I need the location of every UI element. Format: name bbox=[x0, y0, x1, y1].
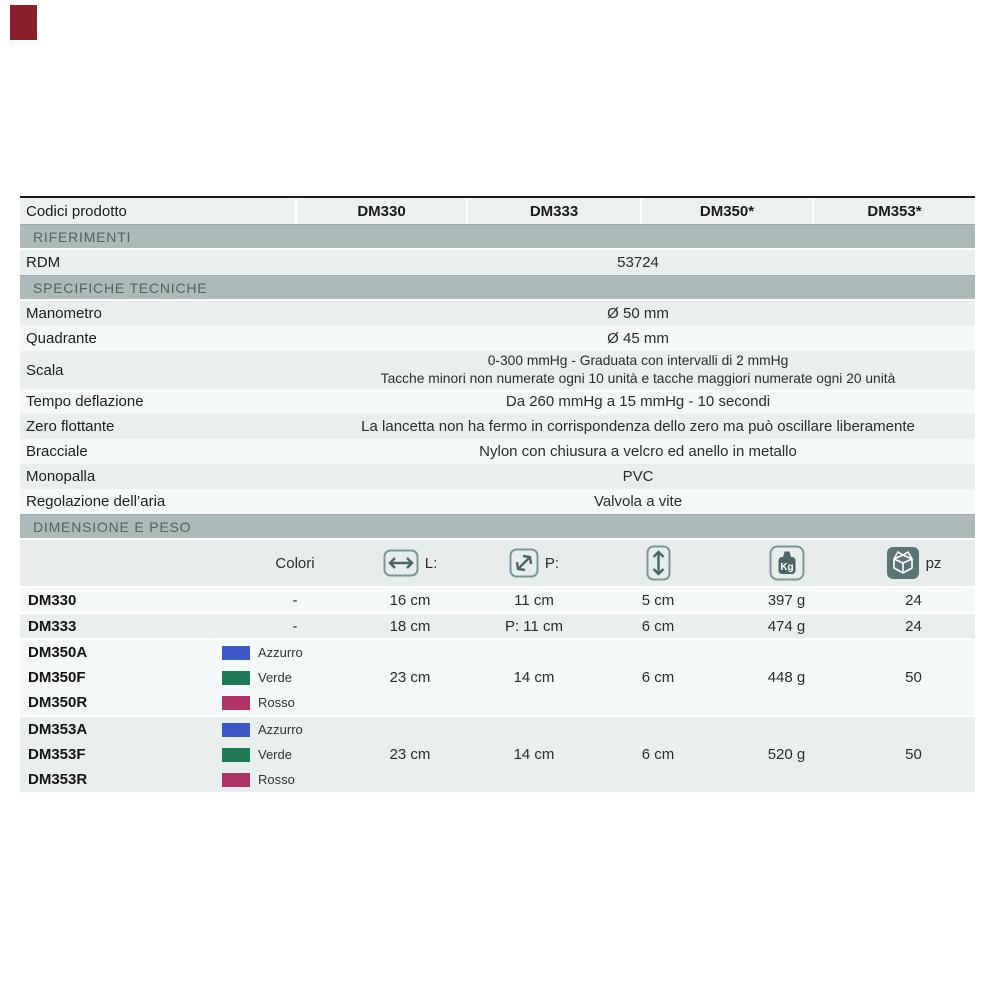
pieces-value: 50 bbox=[905, 669, 922, 686]
pieces-value: 24 bbox=[905, 617, 922, 635]
weight-value: 520 g bbox=[767, 746, 806, 763]
weight-value: 448 g bbox=[767, 669, 806, 686]
header-col-dm350: DM350* bbox=[640, 198, 812, 224]
height-arrow-icon bbox=[646, 545, 671, 581]
color-name: Verde bbox=[258, 747, 292, 762]
header-col-dm333: DM333 bbox=[466, 198, 640, 224]
color-swatch-azzurro bbox=[222, 646, 250, 660]
spec-label: Scala bbox=[26, 361, 64, 379]
dim-row-dm330 bbox=[20, 588, 975, 612]
product-code: DM333 bbox=[28, 617, 77, 635]
length-value: 16 cm bbox=[389, 591, 431, 609]
depth-value: 14 cm bbox=[513, 669, 555, 686]
weight-value: 474 g bbox=[767, 617, 806, 635]
depth-diagonal-arrow-icon bbox=[509, 548, 539, 578]
dimension-header-row bbox=[20, 540, 975, 586]
spec-value: PVC bbox=[622, 468, 654, 485]
color-variant bbox=[185, 645, 347, 660]
spec-value: Ø 45 mm bbox=[607, 330, 669, 347]
color-value: - bbox=[292, 617, 298, 635]
color-swatch-rosso bbox=[222, 773, 250, 787]
spec-row-manometro bbox=[20, 301, 975, 326]
color-swatch-rosso bbox=[222, 696, 250, 710]
spec-row-quadrante bbox=[20, 326, 975, 351]
spec-label: Tempo deflazione bbox=[26, 393, 144, 410]
spec-row-monopalla bbox=[20, 464, 975, 489]
weight-header bbox=[721, 545, 852, 581]
depth-value: P: 11 cm bbox=[504, 617, 564, 635]
color-variant bbox=[185, 747, 347, 762]
spec-row-bracciale bbox=[20, 439, 975, 464]
header-codici-prodotto: Codici prodotto bbox=[26, 202, 127, 220]
pieces-header bbox=[852, 545, 975, 581]
color-variant bbox=[185, 695, 347, 710]
length-value: 18 cm bbox=[389, 617, 431, 635]
spec-row-scala bbox=[20, 351, 975, 389]
height-value: 6 cm bbox=[641, 617, 675, 635]
length-value: 23 cm bbox=[389, 669, 431, 686]
product-code: DM350R bbox=[28, 694, 88, 711]
kg-weight-icon bbox=[769, 545, 805, 581]
width-arrow-icon bbox=[383, 549, 419, 577]
spec-label: Manometro bbox=[26, 305, 102, 322]
header-col-dm330: DM330 bbox=[295, 198, 466, 224]
pieces-label: pz bbox=[925, 554, 942, 572]
spec-row-regolazione-aria bbox=[20, 489, 975, 514]
colori-header: Colori bbox=[275, 554, 315, 572]
pieces-value: 50 bbox=[905, 746, 922, 763]
product-code: DM350F bbox=[28, 669, 86, 686]
color-name: Rosso bbox=[258, 772, 295, 787]
spec-value bbox=[301, 352, 975, 388]
color-variant bbox=[185, 772, 347, 787]
product-code: DM353R bbox=[28, 771, 88, 788]
product-code: DM350A bbox=[28, 644, 88, 661]
color-value: - bbox=[292, 591, 298, 609]
spec-row-rdm bbox=[20, 250, 975, 275]
color-variant bbox=[185, 722, 347, 737]
length-header bbox=[347, 549, 473, 577]
depth-label: P: bbox=[544, 554, 560, 572]
spec-value: La lancetta non ha fermo in corrispondenza dello zero ma può oscillare liberamente bbox=[361, 418, 915, 435]
scala-line-1: 0-300 mmHg - Graduata con intervalli di 2 mmHg bbox=[487, 352, 789, 368]
corner-mark bbox=[10, 5, 37, 40]
dim-row-dm333 bbox=[20, 614, 975, 638]
scala-line-2: Tacche minori non numerate ogni 10 unità e tacche maggiori numerate ogni 20 unità bbox=[380, 371, 896, 386]
spec-value: Valvola a vite bbox=[593, 493, 683, 510]
product-spec-table bbox=[20, 196, 975, 794]
package-box-icon bbox=[886, 545, 920, 581]
color-swatch-verde bbox=[222, 671, 250, 685]
color-name: Azzurro bbox=[258, 722, 303, 737]
svg-text:Kg: Kg bbox=[779, 562, 794, 573]
spec-row-tempo-deflazione bbox=[20, 389, 975, 414]
spec-label: Regolazione dell’aria bbox=[26, 493, 166, 510]
header-col-dm353: DM353* bbox=[812, 198, 975, 224]
spec-row-zero-flottante bbox=[20, 414, 975, 439]
spec-label: Monopalla bbox=[26, 468, 96, 485]
dim-group-dm350 bbox=[20, 640, 975, 715]
spec-label: Zero flottante bbox=[26, 418, 115, 435]
color-swatch-verde bbox=[222, 748, 250, 762]
depth-value: 11 cm bbox=[514, 591, 554, 609]
height-value: 6 cm bbox=[641, 746, 675, 763]
spec-value: 53724 bbox=[617, 254, 659, 271]
height-header bbox=[595, 545, 721, 581]
length-value: 23 cm bbox=[389, 746, 431, 763]
color-name: Azzurro bbox=[258, 645, 303, 660]
spec-label: RDM bbox=[26, 254, 61, 271]
spec-label: Bracciale bbox=[26, 443, 88, 460]
spec-value: Nylon con chiusura a velcro ed anello in metallo bbox=[479, 443, 797, 460]
section-bar-specifiche: SPECIFICHE TECNICHE bbox=[20, 275, 975, 299]
spec-value: Ø 50 mm bbox=[607, 305, 669, 322]
section-bar-riferimenti: RIFERIMENTI bbox=[20, 224, 975, 248]
dim-group-dm353 bbox=[20, 717, 975, 792]
depth-header bbox=[473, 548, 595, 578]
spec-value: Da 260 mmHg a 15 mmHg - 10 secondi bbox=[505, 393, 771, 410]
spec-label: Quadrante bbox=[26, 330, 97, 347]
table-header-row bbox=[20, 198, 975, 224]
section-bar-dimensione-peso: DIMENSIONE E PESO bbox=[20, 514, 975, 538]
length-label: L: bbox=[424, 554, 438, 572]
product-code: DM353A bbox=[28, 721, 88, 738]
height-value: 6 cm bbox=[641, 669, 675, 686]
weight-value: 397 g bbox=[767, 591, 806, 609]
color-variant bbox=[185, 670, 347, 685]
product-code: DM353F bbox=[28, 746, 86, 763]
color-swatch-azzurro bbox=[222, 723, 250, 737]
product-code: DM330 bbox=[28, 591, 77, 609]
pieces-value: 24 bbox=[905, 591, 922, 609]
height-value: 5 cm bbox=[641, 591, 675, 609]
depth-value: 14 cm bbox=[513, 746, 555, 763]
color-name: Rosso bbox=[258, 695, 295, 710]
color-name: Verde bbox=[258, 670, 292, 685]
